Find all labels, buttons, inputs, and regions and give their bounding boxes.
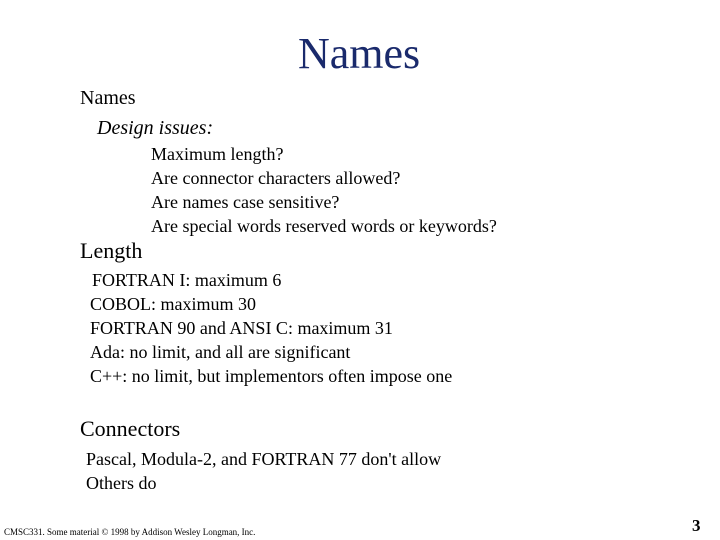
length-list — [90, 268, 452, 388]
design-issues-subheading: Design issues: — [97, 117, 214, 139]
footer-copyright: CMSC331. Some material © 1998 by Addison Wesley Longman, Inc. — [4, 527, 256, 537]
list-item: Maximum length? — [151, 144, 284, 164]
slide-title: Names — [298, 29, 421, 78]
list-item: Are connector characters allowed? — [151, 168, 401, 188]
connectors-list — [86, 447, 441, 495]
connectors-heading: Connectors — [80, 416, 181, 441]
list-item: FORTRAN I: maximum 6 — [92, 270, 282, 290]
list-item: Others do — [86, 473, 157, 493]
list-item: Pascal, Modula-2, and FORTRAN 77 don't allow — [86, 449, 442, 469]
list-item: Ada: no limit, and all are significant — [90, 342, 351, 362]
list-item: COBOL: maximum 30 — [90, 294, 256, 314]
page-number: 3 — [692, 516, 701, 535]
list-item: Are names case sensitive? — [151, 192, 340, 212]
list-item: FORTRAN 90 and ANSI C: maximum 31 — [90, 318, 393, 338]
list-item: C++: no limit, but implementors often impose one — [90, 366, 453, 386]
length-heading: Length — [80, 238, 143, 263]
list-item: Are special words reserved words or keywords? — [151, 216, 497, 236]
design-issues-list — [151, 142, 497, 238]
names-heading: Names — [80, 87, 136, 109]
